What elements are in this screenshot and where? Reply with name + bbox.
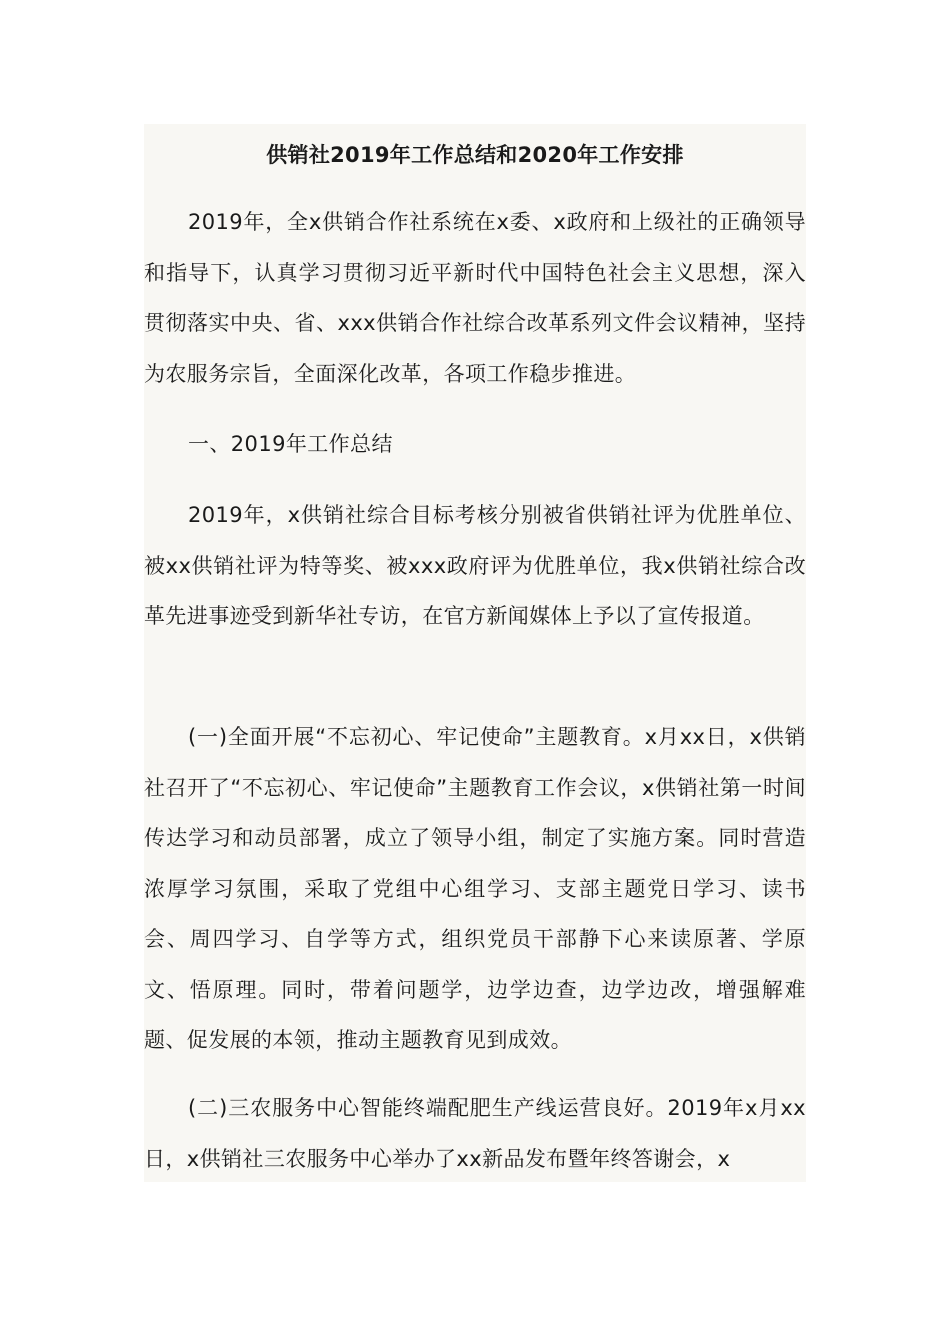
- document-page: [144, 124, 806, 1182]
- paragraph-intro: 2019年，全x供销合作社系统在x委、x政府和上级社的正确领导和指导下，认真学习贯彻习近平新时代中国特色社会主义思想，深入贯彻落实中央、省、xxx供销合作社综合改革系列文件会议精神，坚持为农服务宗旨，全面深化改革，各项工作稳步推进。: [144, 210, 806, 386]
- section-heading-summary: 一、2019年工作总结: [188, 432, 393, 456]
- paragraph-service-center: (二)三农服务中心智能终端配肥生产线运营良好。2019年x月xx日，x供销社三农服务中心举办了xx新品发布暨年终答谢会，x: [144, 1096, 806, 1171]
- paragraph-theme-education: (一)全面开展“不忘初心、牢记使命”主题教育。x月xx日，x供销社召开了“不忘初心、牢记使命”主题教育工作会议，x供销社第一时间传达学习和动员部署，成立了领导小组，制定了实施方案。同时营造浓厚学习氛围，采取了党组中心组学习、支部主题党日学习、读书会、周四学习、自学等方式，组织党员干部静下心来读原著、学原文、悟原理。同时，带着问题学，边学边查，边学边改，增强解难题、促发展的本领，推动主题教育见到成效。: [144, 725, 806, 1052]
- document-title: 供销社2019年工作总结和2020年工作安排: [266, 143, 684, 167]
- paragraph-achievements: 2019年，x供销社综合目标考核分别被省供销社评为优胜单位、被xx供销社评为特等奖、被xxx政府评为优胜单位，我x供销社综合改革先进事迹受到新华社专访，在官方新闻媒体上予以了宣传报道。: [144, 503, 806, 628]
